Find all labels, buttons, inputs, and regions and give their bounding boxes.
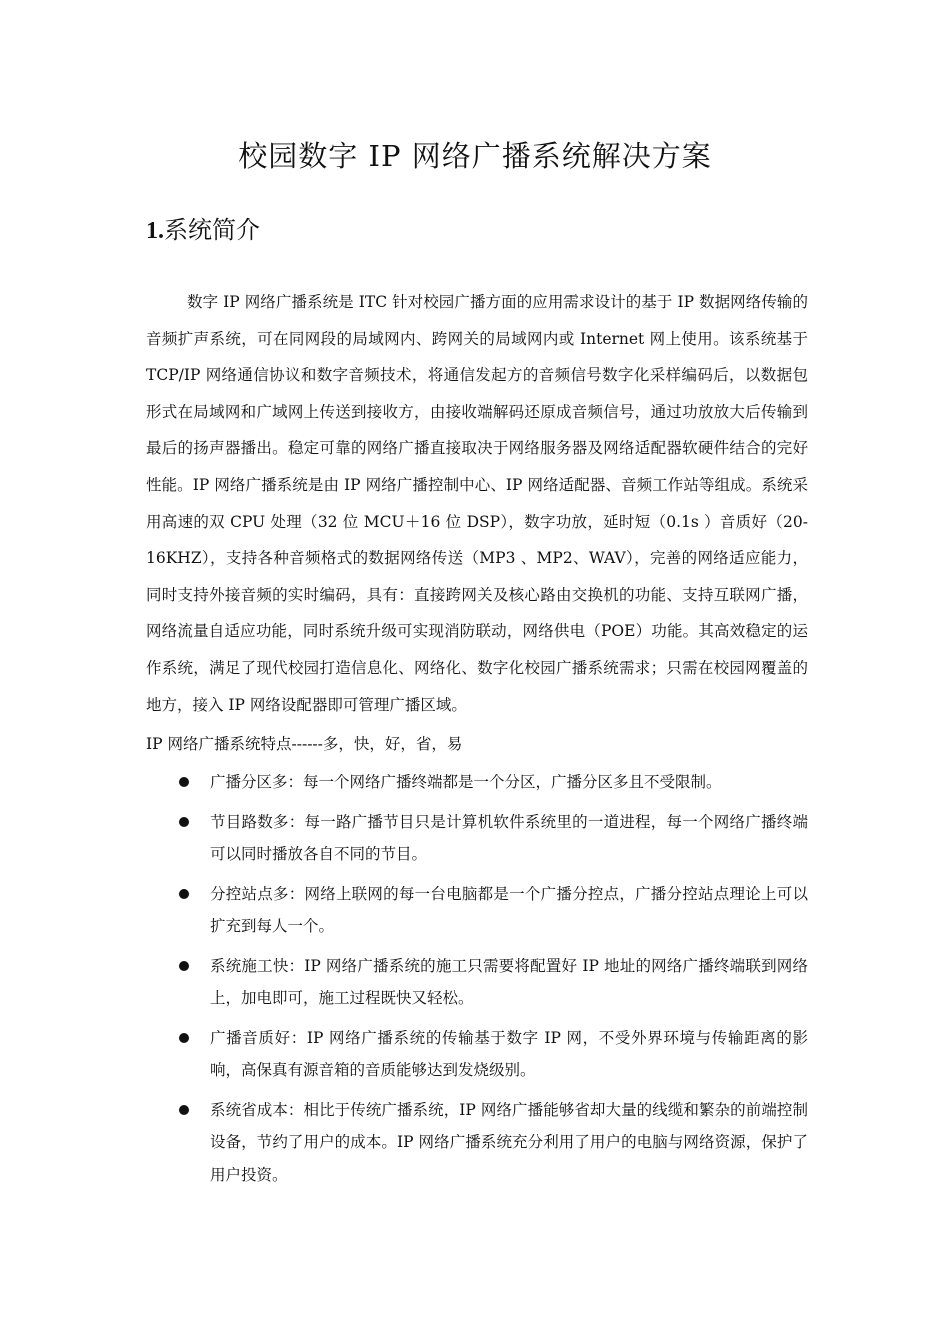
intro-paragraph: 数字 IP 网络广播系统是 ITC 针对校园广播方面的应用需求设计的基于 IP 数据网络传输的音频扩声系统，可在同网段的局域网内、跨网关的局域网内或 Internet 网上使用。该系统基于 TCP/IP 网络通信协议和数字音频技术，将通信发起方的音频信号数字化采样编码后，以数据包形式在局域网和广域网上传送到接收方，由接收端解码还原成音频信号，通过功放放大后传输到最后的扬声器播出。稳定可靠的网络广播直接取决于网络服务器及网络适配器软硬件结合的完好性能。IP 网络广播系统是由 IP 网络广播控制中心、IP 网络适配器、音频工作站等组成。系统采用高速的双 CPU 处理（32 位 MCU＋16 位 DSP），数字功放，延时短（0.1s ）音质好（20-16KHZ），支持各种音频格式的数据网络传送（MP3 、MP2、WAV），完善的网络适应能力，同时支持外接音频的实时编码，具有：直接跨网关及核心路由交换机的功能、支持互联网广播，网络流量自适应功能，同时系统升级可实现消防联动，网络供电（POE）功能。其高效稳定的运作系统，满足了现代校园打造信息化、网络化、数字化校园广播系统需求；只需在校园网覆盖的地方，接入 IP 网络设配器即可管理广播区域。 xyxy=(146,293,808,714)
features-heading: IP 网络广播系统特点------多，快，好，省，易 xyxy=(146,735,463,753)
feature-item xyxy=(146,1022,808,1087)
bullet-icon xyxy=(179,961,189,971)
feature-text: 广播音质好：IP 网络广播系统的传输基于数字 IP 网，不受外界环境与传输距离的影响，高保真有源音箱的音质能够达到发烧级别。 xyxy=(210,1028,808,1079)
feature-text: 系统施工快：IP 网络广播系统的施工只需要将配置好 IP 地址的网络广播终端联到网络上，加电即可，施工过程既快又轻松。 xyxy=(210,956,808,1007)
feature-item xyxy=(146,950,808,1015)
bullet-icon xyxy=(179,1033,189,1043)
feature-list xyxy=(146,766,808,1198)
section-title: 系统简介 xyxy=(164,216,260,244)
section-number: 1. xyxy=(146,218,164,244)
feature-item xyxy=(146,766,808,799)
bullet-icon xyxy=(179,817,189,827)
document-title: 校园数字 IP 网络广播系统解决方案 xyxy=(238,139,712,173)
feature-item xyxy=(146,806,808,871)
feature-text: 系统省成本：相比于传统广播系统，IP 网络广播能够省却大量的线缆和繁杂的前端控制设备，节约了用户的成本。IP 网络广播系统充分利用了用户的电脑与网络资源，保护了用户投资。 xyxy=(210,1100,808,1184)
feature-text: 节目路数多：每一路广播节目只是计算机软件系统里的一道进程，每一个网络广播终端可以同时播放各自不同的节目。 xyxy=(210,812,808,863)
feature-item xyxy=(146,1094,808,1192)
feature-text: 分控站点多：网络上联网的每一台电脑都是一个广播分控点，广播分控站点理论上可以扩充到每人一个。 xyxy=(210,884,808,935)
bullet-icon xyxy=(179,889,189,899)
feature-text: 广播分区多：每一个网络广播终端都是一个分区，广播分区多且不受限制。 xyxy=(210,773,722,791)
section-heading xyxy=(146,210,260,245)
bullet-icon xyxy=(179,1105,189,1115)
feature-item xyxy=(146,878,808,943)
bullet-icon xyxy=(179,777,189,787)
